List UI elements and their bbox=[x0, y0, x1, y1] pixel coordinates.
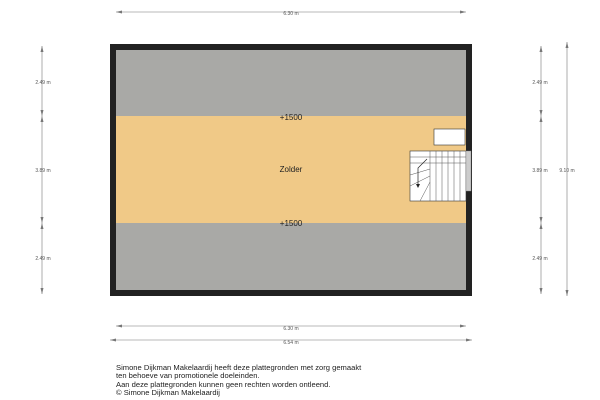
right-segment-1-label: 2.49 m bbox=[532, 80, 548, 86]
staircase bbox=[410, 151, 471, 201]
top-dimension bbox=[116, 11, 466, 18]
right-segment-3-label: 2.49 m bbox=[532, 256, 548, 262]
right-total-dimension bbox=[559, 42, 574, 296]
room-label: Zolder bbox=[279, 165, 303, 174]
left-segment-3-label: 2.49 m bbox=[35, 256, 51, 262]
bottom-outer-width-label: 6.54 m bbox=[283, 340, 299, 346]
level-label-top: +1500 bbox=[279, 113, 303, 122]
disclaimer bbox=[116, 364, 496, 398]
left-segment-1-label: 2.49 m bbox=[35, 80, 51, 86]
left-dimension bbox=[35, 46, 50, 294]
right-dimension bbox=[532, 46, 547, 294]
disclaimer-line-2: ten behoeve van promotionele doeleinden. bbox=[116, 371, 260, 381]
top-width-label: 6.30 m bbox=[283, 11, 299, 17]
bottom-inner-width-label: 6.30 m bbox=[283, 326, 299, 332]
sloped-zone-top bbox=[116, 50, 466, 116]
disclaimer-line-4: © Simone Dijkman Makelaardij bbox=[116, 388, 220, 398]
right-segment-2-label: 3.89 m bbox=[532, 168, 548, 174]
sloped-zone-bottom bbox=[116, 223, 466, 290]
level-label-bottom: +1500 bbox=[279, 219, 303, 228]
right-total-label: 9.10 m bbox=[559, 168, 575, 174]
left-segment-2-label: 3.89 m bbox=[35, 168, 51, 174]
disclaimer-line-3: Aan deze plattegronden kunnen geen rechten worden ontleend. bbox=[116, 379, 331, 389]
bottom-outer-dimension bbox=[110, 339, 472, 347]
storage-hatch bbox=[434, 129, 465, 145]
disclaimer-line-1: Simone Dijkman Makelaardij heeft deze plattegronden met zorg gemaakt bbox=[116, 363, 362, 372]
bottom-inner-dimension bbox=[116, 325, 466, 333]
